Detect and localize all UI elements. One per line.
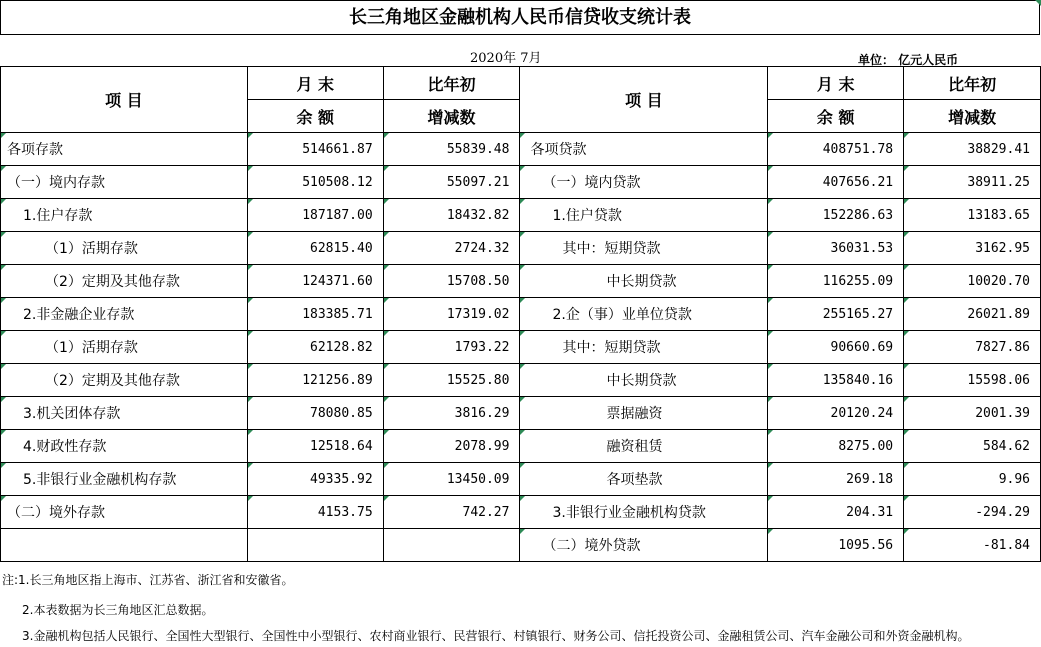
row-label-left[interactable]: （1）活期存款 (1, 331, 248, 364)
row-balance-right[interactable]: 204.31 (768, 496, 904, 529)
row-balance-right[interactable]: 408751.78 (768, 133, 904, 166)
table-row (1, 298, 1041, 331)
row-change-left[interactable]: 2724.32 (383, 232, 520, 265)
table-row (1, 265, 1041, 298)
row-balance-right[interactable]: 269.18 (768, 463, 904, 496)
table-row (1, 529, 1041, 562)
row-label-left[interactable]: 4.财政性存款 (1, 430, 248, 463)
row-balance-left[interactable]: 510508.12 (247, 166, 383, 199)
statistics-table (0, 66, 1041, 562)
row-balance-right[interactable]: 90660.69 (768, 331, 904, 364)
row-change-right[interactable]: 9.96 (904, 463, 1041, 496)
row-label-right[interactable]: 票据融资 (520, 397, 768, 430)
row-label-right[interactable]: 中长期贷款 (520, 265, 768, 298)
row-balance-left[interactable]: 124371.60 (247, 265, 383, 298)
row-balance-right[interactable]: 135840.16 (768, 364, 904, 397)
row-balance-left[interactable]: 12518.64 (247, 430, 383, 463)
row-balance-left[interactable]: 187187.00 (247, 199, 383, 232)
subtitle-row (0, 35, 1041, 66)
row-balance-left[interactable]: 183385.71 (247, 298, 383, 331)
row-balance-left[interactable]: 121256.89 (247, 364, 383, 397)
row-balance-left[interactable]: 62815.40 (247, 232, 383, 265)
row-label-left[interactable]: 5.非银行业金融机构存款 (1, 463, 248, 496)
row-label-right[interactable]: 其中：短期贷款 (520, 331, 768, 364)
row-label-left[interactable]: 各项存款 (1, 133, 248, 166)
row-balance-left[interactable]: 514661.87 (247, 133, 383, 166)
row-change-right[interactable]: 2001.39 (904, 397, 1041, 430)
row-change-right[interactable]: -81.84 (904, 529, 1041, 562)
header-change-right[interactable]: 增减数 (904, 100, 1041, 133)
row-label-left[interactable]: （二）境外存款 (1, 496, 248, 529)
table-row (1, 199, 1041, 232)
header-balance-right[interactable]: 余 额 (768, 100, 904, 133)
row-change-left[interactable] (383, 529, 520, 562)
row-label-left[interactable]: （1）活期存款 (1, 232, 248, 265)
row-label-right[interactable]: 1.住户贷款 (520, 199, 768, 232)
row-balance-right[interactable]: 255165.27 (768, 298, 904, 331)
row-balance-left[interactable]: 4153.75 (247, 496, 383, 529)
row-change-right[interactable]: 3162.95 (904, 232, 1041, 265)
row-balance-right[interactable]: 407656.21 (768, 166, 904, 199)
row-label-right[interactable]: 2.企（事）业单位贷款 (520, 298, 768, 331)
row-balance-right[interactable]: 1095.56 (768, 529, 904, 562)
row-label-left[interactable]: 3.机关团体存款 (1, 397, 248, 430)
row-change-left[interactable]: 2078.99 (383, 430, 520, 463)
table-row (1, 232, 1041, 265)
row-label-left[interactable]: （2）定期及其他存款 (1, 265, 248, 298)
row-change-left[interactable]: 1793.22 (383, 331, 520, 364)
header-item-right[interactable]: 项 目 (520, 67, 768, 133)
row-change-right[interactable]: 26021.89 (904, 298, 1041, 331)
header-balance-left[interactable]: 余 额 (247, 100, 383, 133)
row-change-right[interactable]: 10020.70 (904, 265, 1041, 298)
row-label-right[interactable]: 其中：短期贷款 (520, 232, 768, 265)
row-change-left[interactable]: 15525.80 (383, 364, 520, 397)
row-label-left[interactable]: （一）境内存款 (1, 166, 248, 199)
header-item-left[interactable]: 项 目 (1, 67, 248, 133)
row-label-left[interactable]: 2.非金融企业存款 (1, 298, 248, 331)
row-balance-right[interactable]: 36031.53 (768, 232, 904, 265)
row-change-right[interactable]: 15598.06 (904, 364, 1041, 397)
table-row (1, 496, 1041, 529)
row-label-right[interactable]: 融资租赁 (520, 430, 768, 463)
table-row (1, 430, 1041, 463)
row-balance-left[interactable] (247, 529, 383, 562)
row-change-right[interactable]: 38829.41 (904, 133, 1041, 166)
table-row (1, 133, 1041, 166)
row-balance-right[interactable]: 116255.09 (768, 265, 904, 298)
footnote-2[interactable]: 2.本表数据为长三角地区汇总数据。 (22, 603, 214, 617)
row-label-right[interactable]: 各项贷款 (520, 133, 768, 166)
period-label: 2020年 7月 (470, 51, 542, 66)
row-change-right[interactable]: 7827.86 (904, 331, 1041, 364)
row-change-right[interactable]: 13183.65 (904, 199, 1041, 232)
row-label-left[interactable]: （2）定期及其他存款 (1, 364, 248, 397)
row-label-left[interactable] (1, 529, 248, 562)
row-label-right[interactable]: 3.非银行业金融机构贷款 (520, 496, 768, 529)
unit-label: 单位： 亿元人民币 (858, 53, 959, 67)
row-change-left[interactable]: 55839.48 (383, 133, 520, 166)
row-change-left[interactable]: 742.27 (383, 496, 520, 529)
row-change-left[interactable]: 55097.21 (383, 166, 520, 199)
row-balance-right[interactable]: 152286.63 (768, 199, 904, 232)
row-change-left[interactable]: 13450.09 (383, 463, 520, 496)
header-month-end-left[interactable]: 月 末 (247, 67, 383, 100)
row-balance-left[interactable]: 62128.82 (247, 331, 383, 364)
row-change-left[interactable]: 18432.82 (383, 199, 520, 232)
row-balance-left[interactable]: 78080.85 (247, 397, 383, 430)
row-label-right[interactable]: （一）境内贷款 (520, 166, 768, 199)
row-balance-right[interactable]: 8275.00 (768, 430, 904, 463)
table-row (1, 166, 1041, 199)
row-change-left[interactable]: 15708.50 (383, 265, 520, 298)
row-label-right[interactable]: 中长期贷款 (520, 364, 768, 397)
header-ytd-right[interactable]: 比年初 (904, 67, 1041, 100)
row-balance-left[interactable]: 49335.92 (247, 463, 383, 496)
table-row (1, 364, 1041, 397)
footnote-3[interactable]: 3.金融机构包括人民银行、全国性大型银行、全国性中小型银行、农村商业银行、民营银行、村镇银行、财务公司、信托投资公司、金融租赁公司、汽车金融公司和外资金融机构。 (22, 629, 970, 643)
row-change-right[interactable]: -294.29 (904, 496, 1041, 529)
row-change-right[interactable]: 38911.25 (904, 166, 1041, 199)
header-month-end-right[interactable]: 月 末 (768, 67, 904, 100)
header-change-left[interactable]: 增减数 (383, 100, 520, 133)
table-row (1, 331, 1041, 364)
row-label-left[interactable]: 1.住户存款 (1, 199, 248, 232)
row-label-right[interactable]: （二）境外贷款 (520, 529, 768, 562)
row-label-right[interactable]: 各项垫款 (520, 463, 768, 496)
header-ytd-left[interactable]: 比年初 (383, 67, 520, 100)
row-change-right[interactable]: 584.62 (904, 430, 1041, 463)
table-row (1, 463, 1041, 496)
table-row (1, 397, 1041, 430)
row-balance-right[interactable]: 20120.24 (768, 397, 904, 430)
row-change-left[interactable]: 17319.02 (383, 298, 520, 331)
row-change-left[interactable]: 3816.29 (383, 397, 520, 430)
table-title: 长三角地区金融机构人民币信贷收支统计表 (0, 0, 1040, 35)
footnote-1[interactable]: 注:1.长三角地区指上海市、江苏省、浙江省和安徽省。 (2, 573, 294, 587)
cell-comment-marker (1035, 0, 1041, 6)
